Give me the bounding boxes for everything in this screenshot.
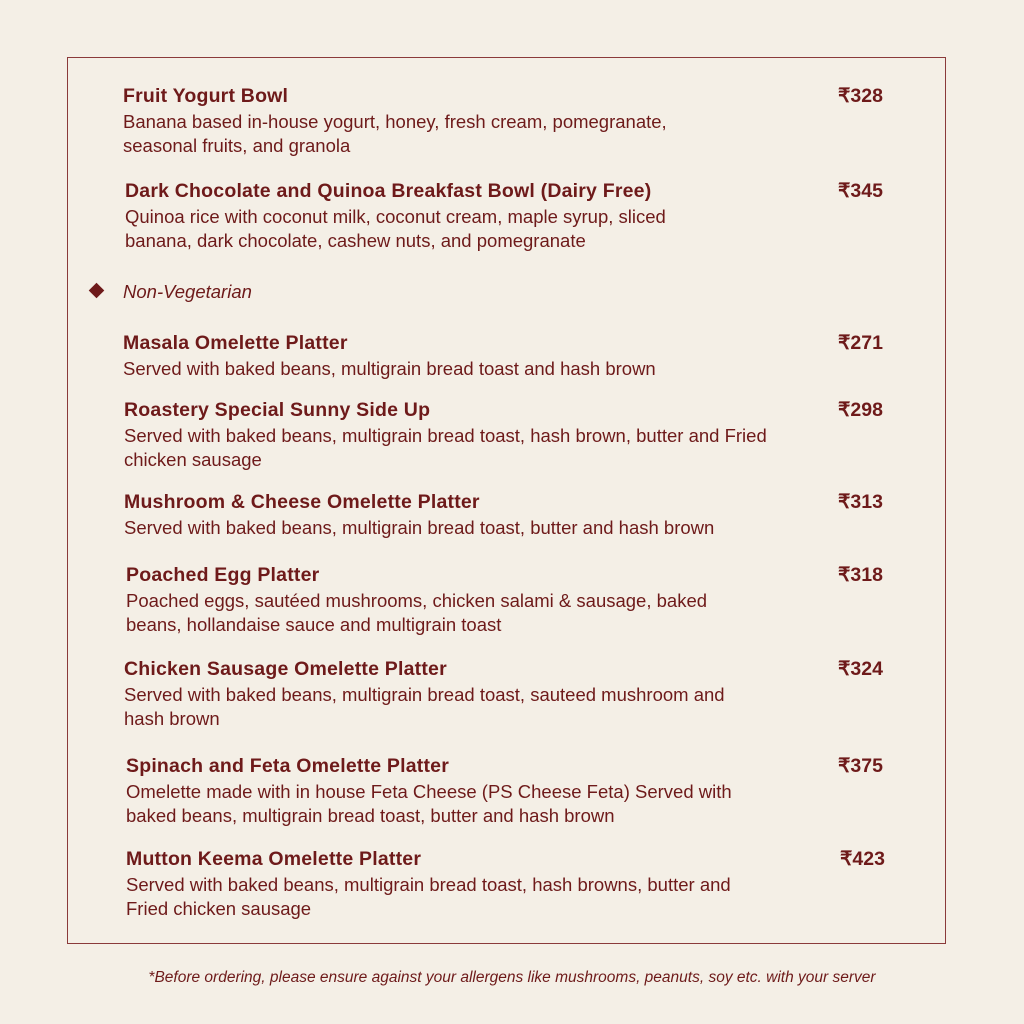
allergen-note: *Before ordering, please ensure against your allergens like mushrooms, peanuts, soy etc. with your server <box>148 969 876 986</box>
item-name: Dark Chocolate and Quinoa Breakfast Bowl (Dairy Free) <box>125 180 652 202</box>
item-description: Omelette made with in house Feta Cheese (PS Cheese Feta) Served with baked beans, multigrain bread toast, butter and hash brown <box>126 781 732 826</box>
item-description: Quinoa rice with coconut milk, coconut cream, maple syrup, sliced banana, dark chocolate, cashew nuts, and pomegranate <box>125 206 666 251</box>
item-description: Served with baked beans, multigrain bread toast, butter and hash brown <box>124 517 715 538</box>
item-name: Spinach and Feta Omelette Platter <box>126 755 450 777</box>
item-name: Roastery Special Sunny Side Up <box>124 399 431 421</box>
item-description: Banana based in-house yogurt, honey, fresh cream, pomegranate, seasonal fruits, and granola <box>123 111 667 156</box>
item-price: ₹345 <box>838 180 883 202</box>
item-price: ₹328 <box>838 85 883 107</box>
item-price: ₹298 <box>838 399 883 421</box>
item-description: Served with baked beans, multigrain bread toast, hash browns, butter and Fried chicken sausage <box>126 874 731 919</box>
item-price: ₹271 <box>838 332 883 354</box>
item-name: Chicken Sausage Omelette Platter <box>124 658 447 680</box>
item-description: Poached eggs, sautéed mushrooms, chicken salami & sausage, baked beans, hollandaise sauce and multigrain toast <box>126 590 708 635</box>
item-description: Served with baked beans, multigrain bread toast, hash brown, butter and Fried chicken sausage <box>124 425 767 470</box>
item-price: ₹375 <box>838 755 883 777</box>
item-description: Served with baked beans, multigrain bread toast and hash brown <box>123 358 656 379</box>
item-name: Masala Omelette Platter <box>123 332 348 354</box>
item-name: Poached Egg Platter <box>126 564 320 586</box>
item-price: ₹313 <box>838 491 883 513</box>
section-label: Non-Vegetarian <box>123 281 252 302</box>
item-name: Mushroom & Cheese Omelette Platter <box>124 491 480 513</box>
menu-frame <box>67 57 946 944</box>
item-description: Served with baked beans, multigrain bread toast, sauteed mushroom and hash brown <box>124 684 725 729</box>
item-price: ₹423 <box>840 848 885 870</box>
item-price: ₹318 <box>838 564 883 586</box>
item-name: Fruit Yogurt Bowl <box>123 85 289 107</box>
item-name: Mutton Keema Omelette Platter <box>126 848 422 870</box>
item-price: ₹324 <box>838 658 883 680</box>
diamond-icon <box>89 283 105 299</box>
